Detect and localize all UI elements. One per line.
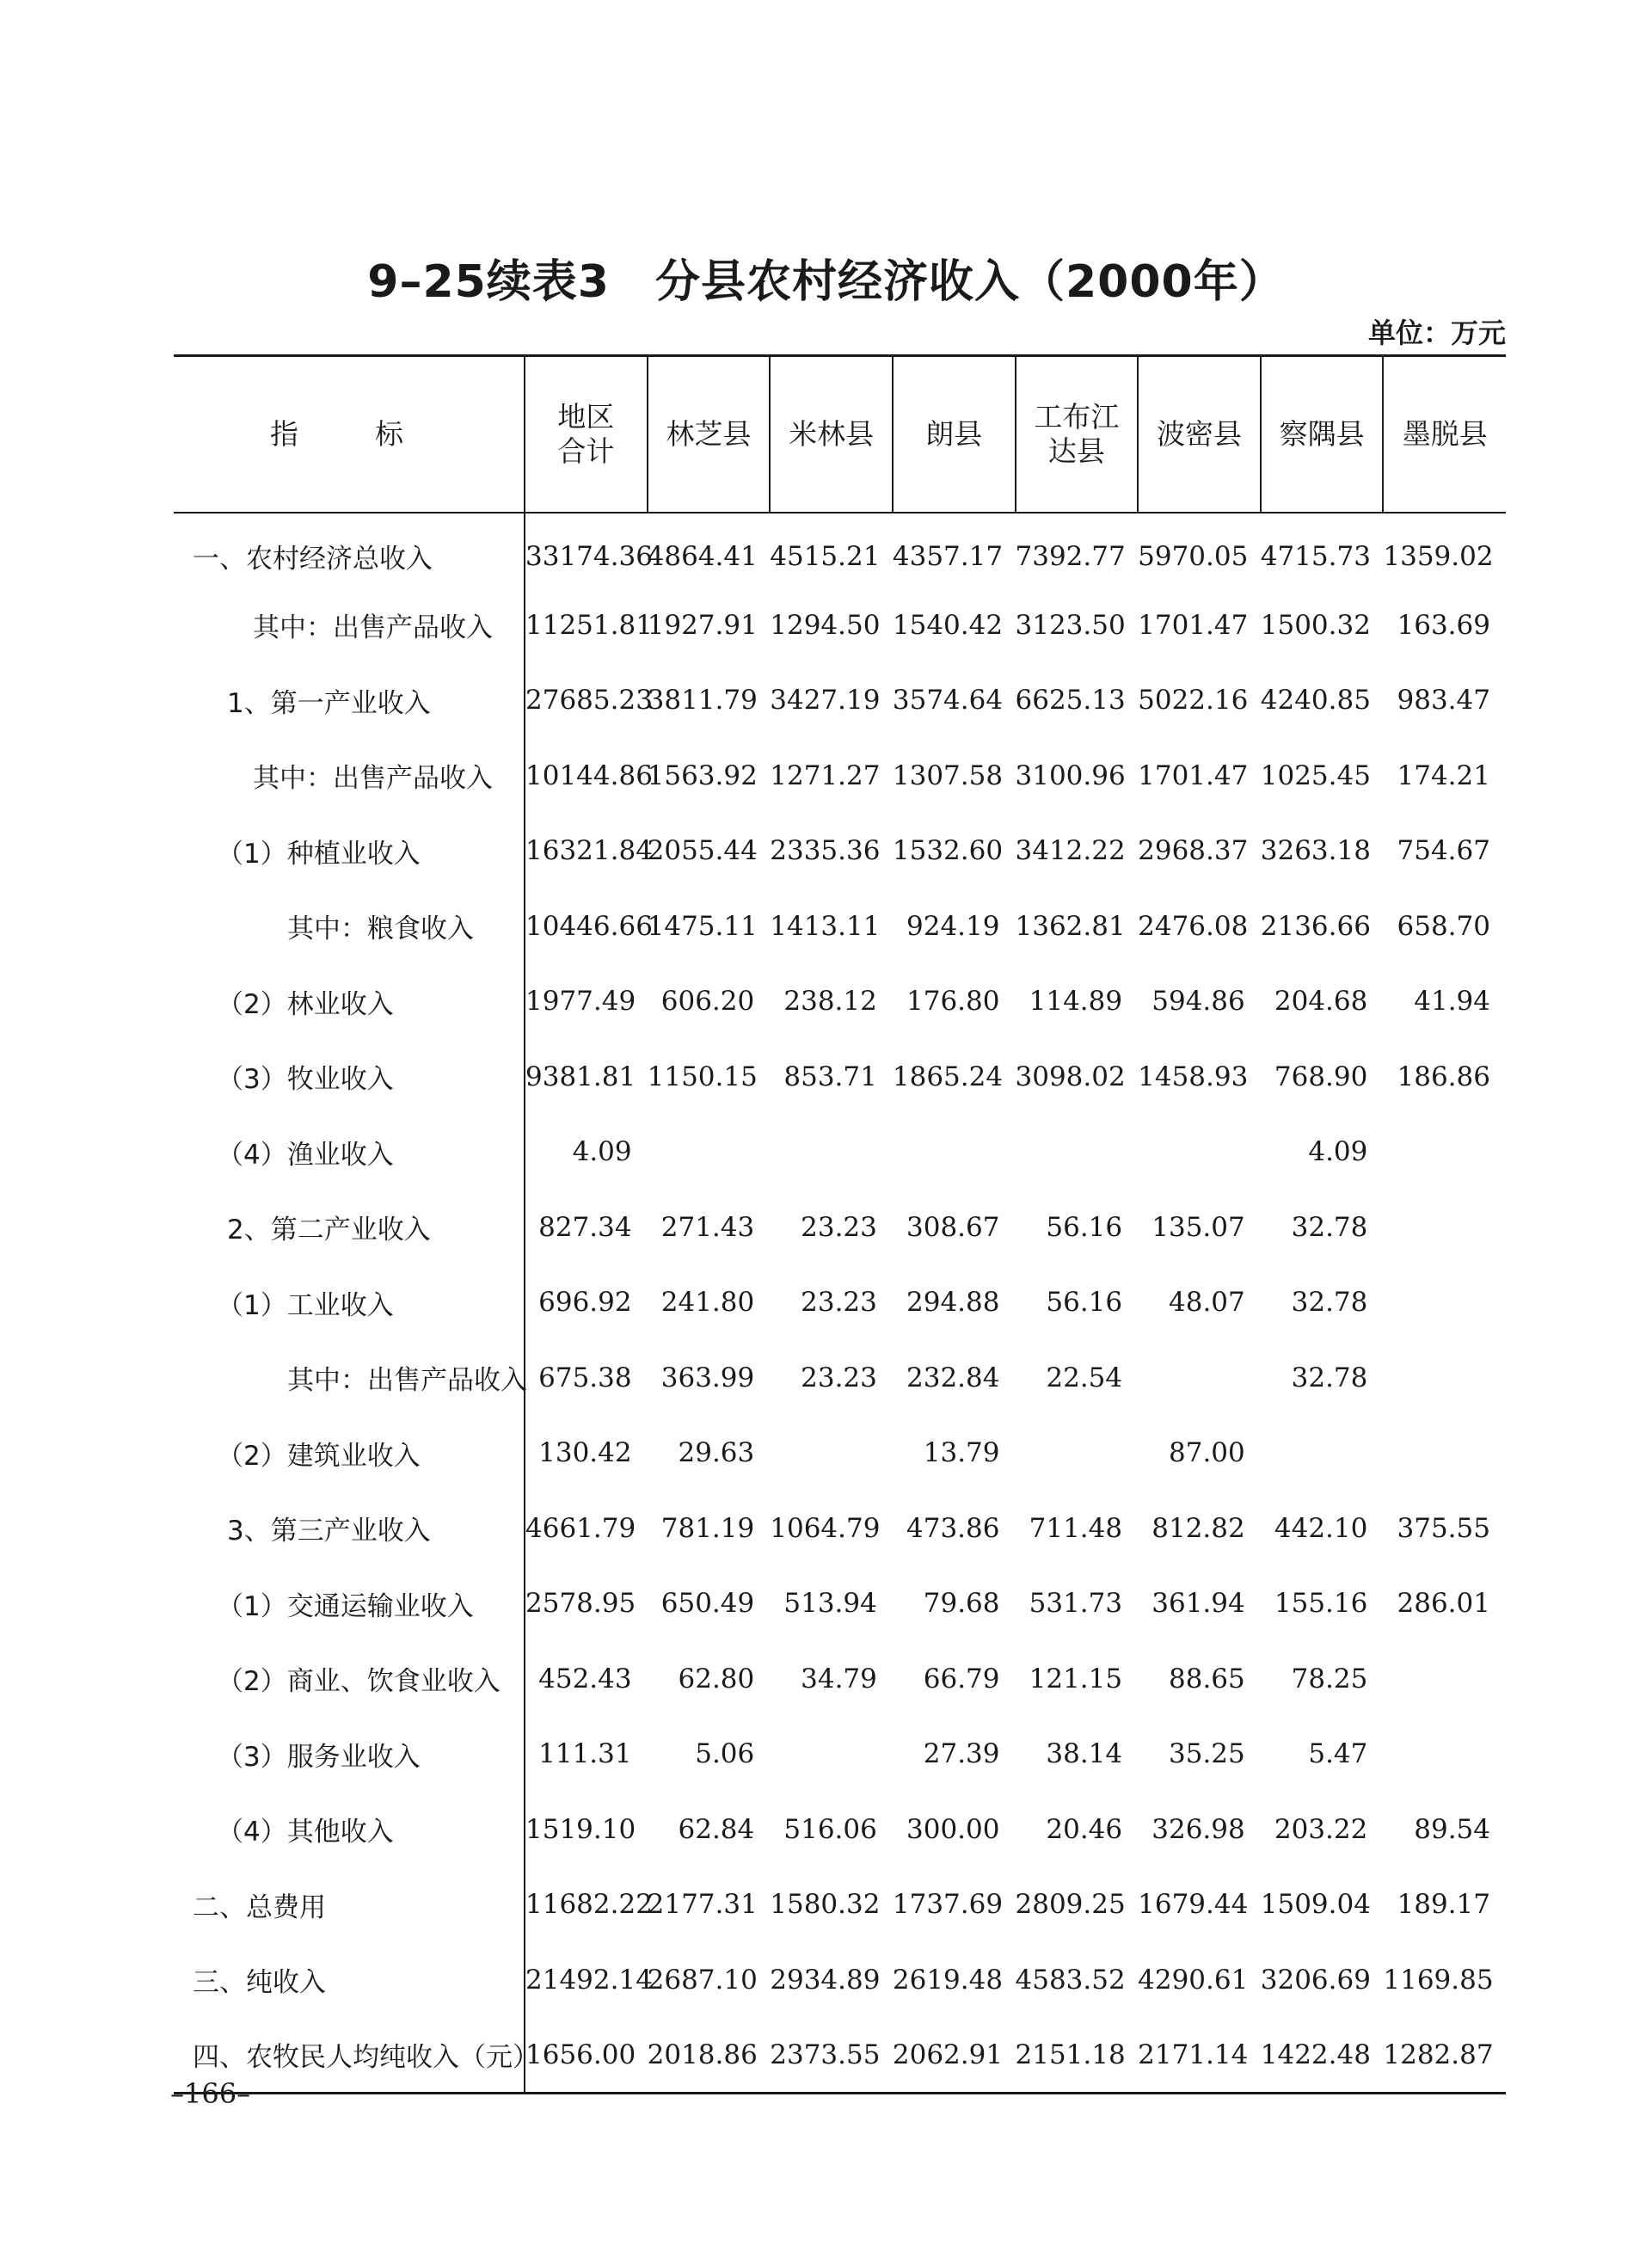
cell-value: 23.23 <box>801 1211 877 1243</box>
cell-value: 3206.69 <box>1260 1964 1371 1996</box>
cell-value: 1307.58 <box>892 760 1004 791</box>
cell-value: 675.38 <box>538 1362 632 1393</box>
cell-value: 10144.86 <box>525 760 653 791</box>
cell-value: 1150.15 <box>647 1061 758 1092</box>
cell-value: 516.06 <box>783 1813 877 1845</box>
row-label: 2、第二产业收入 <box>174 1190 525 1265</box>
unit-label: 单位：万元 <box>1367 317 1506 349</box>
cell-value: 1563.92 <box>647 760 758 791</box>
cell-value: 3263.18 <box>1260 835 1371 867</box>
cell-value <box>1016 1416 1139 1491</box>
header-column: 工布江 达县 <box>1016 356 1139 513</box>
cell-value: 300.00 <box>906 1813 1000 1845</box>
cell-value: 135.07 <box>1151 1211 1245 1243</box>
cell-value: 130.42 <box>538 1437 632 1469</box>
cell-value: 2934.89 <box>770 1964 881 1996</box>
row-label: 其中：出售产品收入 <box>174 1340 525 1416</box>
cell-value: 658.70 <box>1397 910 1490 942</box>
cell-value: 924.19 <box>906 910 1000 942</box>
cell-value: 1927.91 <box>647 609 758 641</box>
cell-value <box>1383 1115 1506 1190</box>
cell-value: 1701.47 <box>1138 609 1249 641</box>
header-column: 林芝县 <box>648 356 771 513</box>
row-label: 二、总费用 <box>174 1867 525 1943</box>
cell-value: 1701.47 <box>1138 760 1249 791</box>
cell-value: 1422.48 <box>1261 2018 1384 2094</box>
row-label: 3、第三产业收入 <box>174 1491 525 1566</box>
cell-value: 442.10 <box>1274 1512 1368 1544</box>
row-label: （4）其他收入 <box>174 1792 525 1867</box>
cell-value: 650.49 <box>660 1588 755 1620</box>
cell-value: 983.47 <box>1397 685 1490 716</box>
cell-value: 1679.44 <box>1138 1889 1249 1921</box>
cell-value <box>1138 1340 1261 1416</box>
cell-value: 11251.81 <box>525 609 653 641</box>
cell-value: 1865.24 <box>892 1061 1004 1092</box>
cell-value: 87.00 <box>1169 1437 1245 1469</box>
cell-value: 1458.93 <box>1138 1061 1249 1092</box>
cell-value: 326.98 <box>1151 1813 1245 1845</box>
cell-value: 3123.50 <box>1015 609 1126 641</box>
cell-value: 606.20 <box>660 986 755 1018</box>
cell-value: 812.82 <box>1151 1512 1245 1544</box>
cell-value: 16321.84 <box>525 835 653 867</box>
cell-value: 232.84 <box>906 1362 1000 1393</box>
table-row <box>174 587 1506 663</box>
cell-value: 78.25 <box>1291 1663 1368 1694</box>
cell-value: 56.16 <box>1046 1211 1123 1243</box>
cell-value: 473.86 <box>906 1512 1000 1544</box>
cell-value: 10446.66 <box>525 910 653 942</box>
cell-value: 114.89 <box>1029 986 1123 1018</box>
cell-value: 286.01 <box>1397 1588 1490 1620</box>
cell-value: 2968.37 <box>1138 835 1249 867</box>
cell-value: 111.31 <box>538 1738 632 1770</box>
cell-value: 2476.08 <box>1138 910 1249 942</box>
row-label: （3）服务业收入 <box>174 1717 525 1793</box>
cell-value: 5022.16 <box>1138 685 1249 716</box>
cell-value: 48.07 <box>1169 1287 1245 1319</box>
cell-value <box>1383 1190 1506 1265</box>
table-row <box>174 1717 1506 1793</box>
row-label: 四、农牧民人均纯收入（元） <box>174 2018 525 2094</box>
cell-value: 1169.85 <box>1383 1964 1494 1996</box>
cell-value: 186.86 <box>1397 1061 1490 1092</box>
cell-value <box>1016 1115 1139 1190</box>
cell-value: 1540.42 <box>892 609 1004 641</box>
cell-value <box>648 1115 771 1190</box>
table-row <box>174 1265 1506 1341</box>
table-row <box>174 738 1506 814</box>
cell-value: 241.80 <box>660 1287 755 1319</box>
header-row <box>174 356 1506 513</box>
cell-value: 1737.69 <box>892 1889 1004 1921</box>
cell-value: 204.68 <box>1274 986 1368 1018</box>
row-label: 三、纯收入 <box>174 1942 525 2018</box>
cell-value: 4715.73 <box>1260 540 1371 572</box>
cell-value: 2062.91 <box>893 2018 1016 2094</box>
cell-value: 27685.23 <box>525 685 653 716</box>
cell-value <box>1383 1641 1506 1717</box>
cell-value: 2809.25 <box>1015 1889 1126 1921</box>
cell-value: 2177.31 <box>647 1889 758 1921</box>
cell-value: 1532.60 <box>892 835 1004 867</box>
row-label: （2）商业、饮食业收入 <box>174 1641 525 1717</box>
cell-value: 4661.79 <box>525 1512 636 1544</box>
cell-value: 33174.36 <box>525 540 653 572</box>
header-column: 朗县 <box>893 356 1016 513</box>
table-row <box>174 1416 1506 1491</box>
cell-value: 2578.95 <box>525 1588 636 1620</box>
table-row <box>174 1039 1506 1115</box>
cell-value: 62.80 <box>678 1663 755 1694</box>
cell-value: 4583.52 <box>1015 1964 1126 1996</box>
cell-value <box>1383 1416 1506 1491</box>
cell-value: 2136.66 <box>1260 910 1371 942</box>
cell-value: 513.94 <box>783 1588 877 1620</box>
cell-value: 176.80 <box>906 986 1000 1018</box>
table-row <box>174 1491 1506 1566</box>
row-label: （1）种植业收入 <box>174 814 525 889</box>
header-column: 米林县 <box>770 356 893 513</box>
cell-value: 9381.81 <box>525 1061 636 1092</box>
cell-value: 56.16 <box>1046 1287 1123 1319</box>
row-label: 其中：出售产品收入 <box>174 587 525 663</box>
cell-value: 594.86 <box>1151 986 1245 1018</box>
table-row <box>174 1641 1506 1717</box>
cell-value: 7392.77 <box>1015 540 1126 572</box>
table-row <box>174 1190 1506 1265</box>
cell-value: 6625.13 <box>1015 685 1126 716</box>
cell-value: 375.55 <box>1397 1512 1490 1544</box>
cell-value: 271.43 <box>660 1211 755 1243</box>
cell-value: 13.79 <box>923 1437 1000 1469</box>
cell-value: 41.94 <box>1414 986 1490 1018</box>
cell-value: 3098.02 <box>1015 1061 1126 1092</box>
cell-value: 4290.61 <box>1138 1964 1249 1996</box>
cell-value: 163.69 <box>1397 609 1490 641</box>
header-column: 墨脱县 <box>1383 356 1506 513</box>
table-row <box>174 513 1506 588</box>
cell-value: 89.54 <box>1414 1813 1490 1845</box>
cell-value: 3811.79 <box>647 685 758 716</box>
cell-value: 2687.10 <box>647 1964 758 1996</box>
cell-value <box>1383 1265 1506 1341</box>
cell-value: 363.99 <box>660 1362 755 1393</box>
header-indicator: 指 标 <box>174 356 525 513</box>
table-row <box>174 1340 1506 1416</box>
cell-value: 34.79 <box>801 1663 877 1694</box>
row-label: 1、第一产业收入 <box>174 663 525 739</box>
cell-value: 189.17 <box>1397 1889 1490 1921</box>
table-row <box>174 1942 1506 2018</box>
table-row <box>174 1792 1506 1867</box>
cell-value: 88.65 <box>1169 1663 1245 1694</box>
cell-value: 4.09 <box>1308 1136 1368 1168</box>
cell-value: 4240.85 <box>1260 685 1371 716</box>
cell-value: 32.78 <box>1291 1287 1368 1319</box>
cell-value: 121.15 <box>1029 1663 1123 1694</box>
cell-value: 174.21 <box>1397 760 1490 791</box>
cell-value: 3427.19 <box>770 685 881 716</box>
cell-value: 2018.86 <box>648 2018 771 2094</box>
table-row <box>174 2018 1506 2094</box>
cell-value: 531.73 <box>1029 1588 1123 1620</box>
cell-value: 1282.87 <box>1383 2018 1506 2094</box>
table-row <box>174 889 1506 964</box>
cell-value: 27.39 <box>923 1738 1000 1770</box>
cell-value: 1509.04 <box>1260 1889 1371 1921</box>
cell-value: 5.47 <box>1308 1738 1368 1770</box>
row-label: 其中：粮食收入 <box>174 889 525 964</box>
row-label: （1）交通运输业收入 <box>174 1566 525 1642</box>
row-label: （2）建筑业收入 <box>174 1416 525 1491</box>
cell-value: 853.71 <box>783 1061 877 1092</box>
cell-value: 1271.27 <box>770 760 881 791</box>
table-row <box>174 1867 1506 1943</box>
income-table <box>174 354 1506 2094</box>
cell-value: 62.84 <box>678 1813 755 1845</box>
cell-value: 66.79 <box>923 1663 1000 1694</box>
cell-value: 1656.00 <box>525 2018 648 2094</box>
cell-value: 308.67 <box>906 1211 1000 1243</box>
cell-value: 32.78 <box>1291 1362 1368 1393</box>
table-row <box>174 1115 1506 1190</box>
cell-value: 203.22 <box>1274 1813 1368 1845</box>
cell-value: 696.92 <box>538 1287 632 1319</box>
row-label: （1）工业收入 <box>174 1265 525 1341</box>
cell-value: 2055.44 <box>647 835 758 867</box>
row-label: （4）渔业收入 <box>174 1115 525 1190</box>
cell-value: 781.19 <box>660 1512 755 1544</box>
cell-value: 1580.32 <box>770 1889 881 1921</box>
cell-value: 23.23 <box>801 1362 877 1393</box>
cell-value: 4864.41 <box>647 540 758 572</box>
header-column: 察隅县 <box>1261 356 1384 513</box>
cell-value: 711.48 <box>1029 1512 1123 1544</box>
cell-value: 1519.10 <box>525 1813 636 1845</box>
row-label: （3）牧业收入 <box>174 1039 525 1115</box>
cell-value: 5.06 <box>695 1738 755 1770</box>
cell-value: 754.67 <box>1397 835 1490 867</box>
cell-value: 22.54 <box>1046 1362 1123 1393</box>
cell-value: 3574.64 <box>892 685 1004 716</box>
cell-value: 1362.81 <box>1015 910 1126 942</box>
header-column: 地区 合计 <box>525 356 648 513</box>
cell-value: 11682.22 <box>525 1889 653 1921</box>
page-number: –166– <box>170 2077 251 2110</box>
cell-value: 4.09 <box>572 1136 632 1168</box>
cell-value <box>1261 1416 1384 1491</box>
cell-value: 1413.11 <box>770 910 881 942</box>
cell-value: 38.14 <box>1046 1738 1123 1770</box>
cell-value: 361.94 <box>1151 1588 1245 1620</box>
header-column: 波密县 <box>1138 356 1261 513</box>
table-row <box>174 663 1506 739</box>
cell-value: 1977.49 <box>525 986 636 1018</box>
row-label: 其中：出售产品收入 <box>174 738 525 814</box>
cell-value <box>770 1416 893 1491</box>
cell-value: 3100.96 <box>1015 760 1126 791</box>
cell-value: 23.23 <box>801 1287 877 1319</box>
cell-value: 20.46 <box>1046 1813 1123 1845</box>
cell-value: 2171.14 <box>1138 2018 1261 2094</box>
cell-value: 1064.79 <box>770 1512 881 1544</box>
cell-value: 1025.45 <box>1260 760 1371 791</box>
row-label: 一、农村经济总收入 <box>174 513 525 588</box>
cell-value: 32.78 <box>1291 1211 1368 1243</box>
cell-value: 2335.36 <box>770 835 881 867</box>
cell-value: 1294.50 <box>770 609 881 641</box>
cell-value <box>893 1115 1016 1190</box>
cell-value <box>1383 1717 1506 1793</box>
cell-value <box>1383 1340 1506 1416</box>
cell-value: 5970.05 <box>1138 540 1249 572</box>
cell-value: 29.63 <box>678 1437 755 1469</box>
cell-value: 21492.14 <box>525 1964 653 1996</box>
cell-value: 2151.18 <box>1016 2018 1139 2094</box>
cell-value: 452.43 <box>538 1663 632 1694</box>
cell-value: 238.12 <box>783 986 877 1018</box>
cell-value: 294.88 <box>906 1287 1000 1319</box>
cell-value: 79.68 <box>923 1588 1000 1620</box>
cell-value: 827.34 <box>538 1211 632 1243</box>
table-row <box>174 814 1506 889</box>
cell-value: 4515.21 <box>770 540 881 572</box>
table-body <box>174 513 1506 2094</box>
table-title: 9–25续表3 分县农村经济收入（2000年） <box>367 256 1285 308</box>
table-row <box>174 964 1506 1040</box>
cell-value: 768.90 <box>1274 1061 1368 1092</box>
cell-value: 4357.17 <box>892 540 1004 572</box>
cell-value: 1500.32 <box>1260 609 1371 641</box>
cell-value: 2619.48 <box>892 1964 1004 1996</box>
cell-value <box>1138 1115 1261 1190</box>
cell-value <box>770 1717 893 1793</box>
cell-value: 1475.11 <box>647 910 758 942</box>
row-label: （2）林业收入 <box>174 964 525 1040</box>
cell-value: 35.25 <box>1169 1738 1245 1770</box>
cell-value <box>770 1115 893 1190</box>
cell-value: 155.16 <box>1274 1588 1368 1620</box>
table-row <box>174 1566 1506 1642</box>
cell-value: 1359.02 <box>1383 540 1494 572</box>
cell-value: 3412.22 <box>1015 835 1126 867</box>
cell-value: 2373.55 <box>770 2018 893 2094</box>
